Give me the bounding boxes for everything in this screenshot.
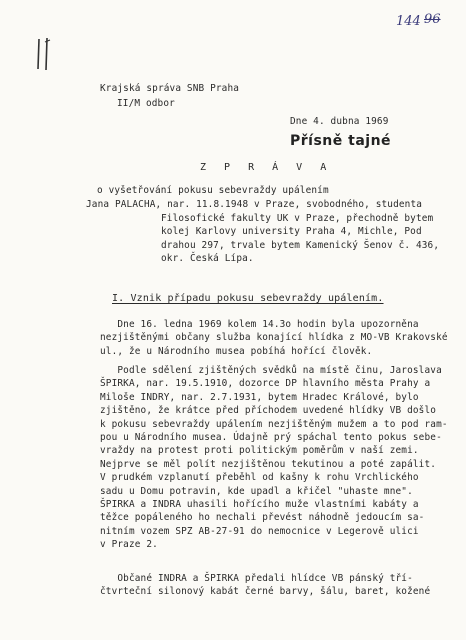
body-line: vraždy na protest proti politickým poměrům v naší zemi.	[100, 445, 419, 457]
body-line: V prudkém vzplanutí přeběhl od kašny k rohu Vrchlického	[100, 472, 419, 484]
subject-line: Jana PALACHA, nar. 11.8.1948 v Praze, svobodného, studenta	[86, 199, 423, 210]
body-line: těžce popáleného ho nechali převést náhodně jedoucím sa-	[100, 512, 425, 524]
body-line: k pokusu sebevraždy upálením nezjištěným mužem a to pod ram-	[100, 418, 448, 430]
body-line: sadu u Domu potravin, kde upadl a křičel "uhaste mne".	[100, 485, 413, 497]
body-line: zjištěno, že krátce před příchodem uvedené hlídky VB došlo	[100, 405, 437, 417]
body-line: Občané INDRA a ŠPIRKA předali hlídce VB pánský tří-	[100, 573, 413, 584]
body-line: nitním vozem SPZ AB-27-91 do nemocnice v Legerově ulici	[100, 525, 419, 537]
subject-line: kolej Karlovy university Praha 4, Michle, Pod	[161, 226, 422, 238]
document-date: Dne 4. dubna 1969	[290, 116, 389, 127]
section-heading: I. Vznik případu pokusu sebevraždy upálením.	[112, 293, 384, 304]
organisation-department: II/M odbor	[117, 98, 175, 109]
body-line: ul., že u Národního musea pobíhá hořící člověk.	[100, 345, 373, 357]
body-line: Miloše INDRY, nar. 2.7.1931, bytem Hradec Králové, bylo	[100, 391, 419, 403]
subject-line: drahou 297, trvale bytem Kamenický Šenov č. 436,	[161, 239, 440, 251]
body-line: Podle sdělení zjištěných svědků na místě činu, Jaroslava	[100, 365, 442, 376]
subject-line: Filosofické fakulty UK v Praze, přechodně bytem	[161, 213, 434, 224]
body-line: pou u Národního musea. Údajně prý spáchal tento pokus sebe-	[100, 432, 442, 444]
subject-line: okr. Česká Lípa.	[161, 253, 254, 265]
subject-line: o vyšetřování pokusu sebevraždy upálením	[97, 185, 329, 196]
body-line: Nejprve se měl polít nezjištěnou tekutinou a poté zapálit.	[100, 458, 437, 470]
body-line: ŠPIRKA a INDRA uhasili hořícího muže vlastními kabáty a	[100, 499, 419, 511]
classification-stamp: Přísně tajné	[290, 133, 392, 149]
handwritten-page-number: 144	[396, 14, 421, 29]
handwritten-margin-mark	[34, 36, 58, 72]
body-line: nezjištěnými občany služba konající hlídka z MO-VB Krakovské	[100, 332, 448, 344]
subject-block	[97, 184, 329, 197]
subject-block	[161, 212, 439, 266]
document-title: Z P R Á V A	[200, 162, 333, 173]
body-line: v Praze 2.	[100, 539, 158, 551]
body-paragraph	[100, 572, 430, 599]
body-line: ŠPIRKA, nar. 19.5.1910, dozorce DP hlavního města Prahy a	[100, 378, 431, 390]
body-line: Dne 16. ledna 1969 kolem 14.3o hodin byla upozorněna	[100, 319, 419, 330]
organisation-name: Krajská správa SNB Praha	[100, 83, 240, 94]
body-paragraph	[100, 364, 448, 552]
handwritten-crossed-number: 96	[424, 12, 441, 27]
subject-block	[86, 198, 422, 211]
body-line: čtvrteční silonový kabát černé barvy, šálu, baret, kožené	[100, 586, 431, 598]
body-paragraph	[100, 318, 448, 358]
